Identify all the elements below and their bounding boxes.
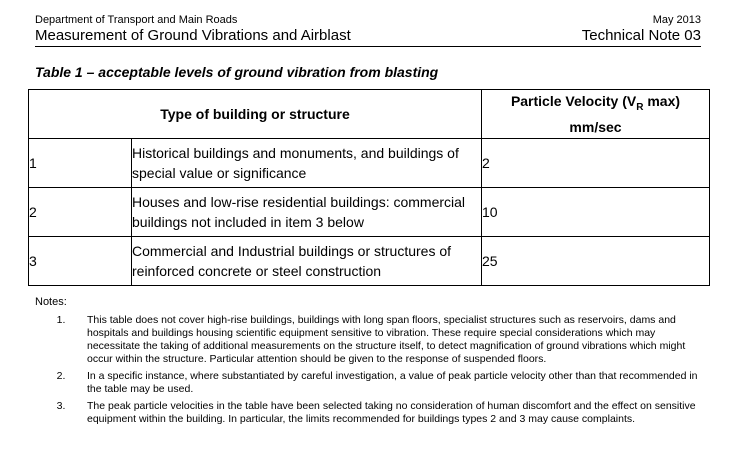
row-velocity-value: 10 — [482, 188, 710, 237]
header-divider — [35, 46, 701, 47]
note-text: In a specific instance, where substantiated by careful investigation, a value of peak particle velocity other than that recommended in the table may be used. — [87, 370, 698, 395]
note-item — [35, 314, 701, 366]
document-title: Measurement of Ground Vibrations and Airblast — [35, 27, 351, 44]
row-number: 1 — [29, 139, 132, 188]
note-item — [35, 370, 701, 396]
document-date: May 2013 — [652, 14, 701, 26]
notes-list — [35, 314, 701, 430]
velocity-label-pre: Particle Velocity (V — [510, 92, 637, 109]
header-building-type: Type of building or structure — [29, 90, 482, 139]
row-number: 2 — [29, 188, 132, 237]
note-number: 2. — [56, 370, 66, 382]
table-row — [29, 139, 710, 188]
note-text: This table does not cover high-rise buildings, buildings with long span floors, specialist structures such as reservoirs, dams and hospitals and buildings housing scientific equipment sensitive to vibration. These require special considerations which may necessitate the taking of additional measurements on the structure itself, to detect magnification of ground vibrations which might occur within the structure. Particular attention should be given to the response of suspended floors. — [87, 314, 686, 365]
velocity-units: mm/sec — [569, 119, 622, 136]
technical-note-number: Technical Note 03 — [581, 27, 701, 44]
row-description: Houses and low-rise residential buildings: commercial buildings not included in item 3 below — [132, 188, 482, 237]
note-text: The peak particle velocities in the table have been selected taking no consideration of human discomfort and the effect on sensitive equipment within the building. In particular, the limits recommended for buildings types 2 and 3 may cause complaints. — [87, 400, 696, 425]
notes-label: Notes: — [35, 296, 67, 308]
velocity-subscript: R — [636, 101, 644, 113]
row-number: 3 — [29, 237, 132, 286]
table-header-row — [29, 90, 710, 139]
table-row — [29, 188, 710, 237]
vibration-table — [28, 89, 710, 286]
page-header — [35, 14, 701, 45]
velocity-label-post: max) — [643, 92, 681, 109]
note-number: 3. — [56, 400, 66, 412]
row-velocity-value: 2 — [482, 139, 710, 188]
header-particle-velocity — [482, 90, 710, 139]
organisation-name: Department of Transport and Main Roads — [35, 14, 238, 26]
row-description: Commercial and Industrial buildings or structures of reinforced concrete or steel construction — [132, 237, 482, 286]
table-row — [29, 237, 710, 286]
table-caption: Table 1 – acceptable levels of ground vibration from blasting — [35, 64, 439, 80]
note-number: 1. — [56, 314, 66, 326]
row-description: Historical buildings and monuments, and buildings of special value or significance — [132, 139, 482, 188]
row-velocity-value: 25 — [482, 237, 710, 286]
note-item — [35, 400, 701, 426]
